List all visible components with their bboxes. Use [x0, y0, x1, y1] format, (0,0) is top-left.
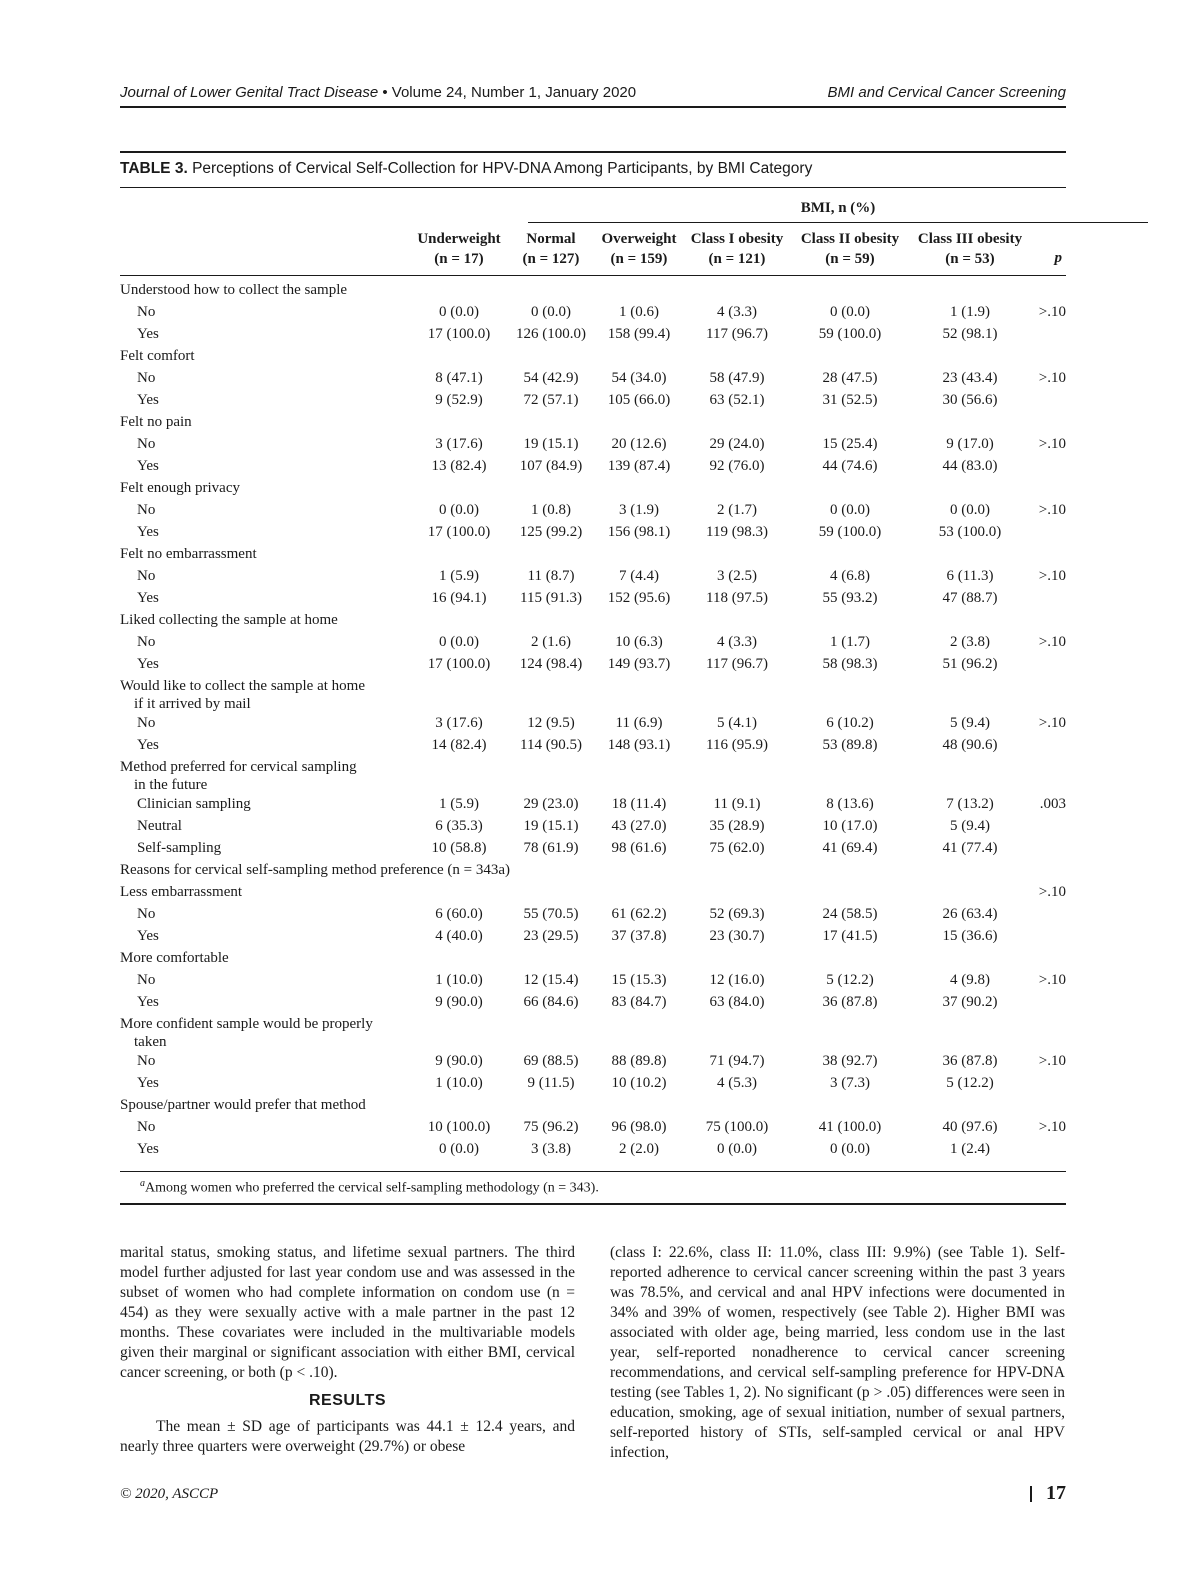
- p-value-cell: >.10: [1038, 370, 1066, 386]
- table-cell: 3 (2.5): [717, 568, 757, 584]
- page-footer: [120, 1482, 1066, 1506]
- table-cell: 30 (56.6): [942, 392, 998, 408]
- row-label: Neutral: [137, 818, 182, 834]
- table-cell: 5 (9.4): [950, 818, 990, 834]
- row-label: Felt comfort: [120, 348, 195, 364]
- table-cell: 1 (5.9): [439, 568, 479, 584]
- table-cell: 3 (17.6): [435, 715, 483, 731]
- p-value-header: p: [1054, 250, 1062, 266]
- table-cell: 3 (7.3): [830, 1075, 870, 1091]
- table-cell: 0 (0.0): [439, 634, 479, 650]
- column-header-n: (n = 127): [522, 251, 580, 267]
- table-cell: 10 (6.3): [615, 634, 663, 650]
- table-cell: 71 (94.7): [709, 1053, 765, 1069]
- table-cell: 3 (3.8): [531, 1141, 571, 1157]
- table-row: [120, 903, 1066, 925]
- table-cell: 44 (74.6): [822, 458, 878, 474]
- row-label: Yes: [137, 326, 159, 342]
- table-cell: 52 (69.3): [709, 906, 765, 922]
- table-cell: 9 (52.9): [435, 392, 483, 408]
- table-cell: 125 (99.2): [519, 524, 583, 540]
- table-cell: 0 (0.0): [830, 1141, 870, 1157]
- table-cell: 2 (1.7): [717, 502, 757, 518]
- column-header: [910, 229, 1030, 269]
- header-rule: [120, 106, 1066, 108]
- column-header-name: Underweight: [417, 231, 501, 247]
- table-cell: 17 (100.0): [427, 326, 491, 342]
- row-label: Spouse/partner would prefer that method: [120, 1097, 366, 1113]
- row-label: No: [137, 502, 156, 518]
- table-cell: 55 (70.5): [523, 906, 579, 922]
- table-row: [120, 499, 1066, 521]
- column-header-name: Class I obesity: [690, 231, 784, 247]
- column-header-name: Overweight: [601, 231, 677, 247]
- table-cell: 156 (98.1): [607, 524, 671, 540]
- table-cell: 37 (90.2): [942, 994, 998, 1010]
- row-label: Liked collecting the sample at home: [120, 612, 338, 628]
- table-row-group-header: [120, 1094, 1066, 1116]
- table-cell: 2 (3.8): [950, 634, 990, 650]
- row-label: Reasons for cervical self-sampling method preference (n = 343a): [120, 862, 510, 878]
- table-cell: 3 (17.6): [435, 436, 483, 452]
- body-column-left: [120, 1243, 575, 1457]
- table-cell: 117 (96.7): [706, 656, 768, 672]
- table-cell: 15 (15.3): [611, 972, 667, 988]
- table-cell: 23 (30.7): [709, 928, 765, 944]
- table-row-group-header: [120, 859, 1066, 881]
- table-cell: 1 (1.9): [950, 304, 990, 320]
- table-row: [120, 969, 1066, 991]
- table-row: [120, 837, 1066, 859]
- table-row: [120, 1072, 1066, 1094]
- table-cell: 158 (99.4): [607, 326, 671, 342]
- caption-rule: [120, 187, 1066, 188]
- table-cell: 63 (84.0): [709, 994, 765, 1010]
- table-cell: 10 (58.8): [431, 840, 487, 856]
- table-row-group-header: [120, 411, 1066, 433]
- results-heading: RESULTS: [309, 1392, 386, 1409]
- table-cell: 6 (60.0): [435, 906, 483, 922]
- table-cell: 88 (89.8): [611, 1053, 667, 1069]
- table-cell: 14 (82.4): [431, 737, 487, 753]
- table-cell: 63 (52.1): [709, 392, 765, 408]
- table-cell: 51 (96.2): [942, 656, 998, 672]
- table-cell: 0 (0.0): [439, 502, 479, 518]
- column-header-n: (n = 159): [610, 251, 668, 267]
- table-cell: 41 (77.4): [942, 840, 998, 856]
- table-row: [120, 521, 1066, 543]
- table-cell: 2 (1.6): [531, 634, 571, 650]
- table-cell: 59 (100.0): [818, 524, 882, 540]
- running-head-short-title: BMI and Cervical Cancer Screening: [827, 84, 1066, 101]
- page-number-value: 17: [1046, 1482, 1066, 1504]
- table-row: [120, 323, 1066, 345]
- table-cell: 4 (9.8): [950, 972, 990, 988]
- table-row-group-header: [120, 675, 1066, 712]
- table-row: [120, 367, 1066, 389]
- p-value-cell: >.10: [1038, 634, 1066, 650]
- p-value-cell: >.10: [1038, 715, 1066, 731]
- journal-name: Journal of Lower Genital Tract Disease: [120, 84, 379, 101]
- table-row-group-header: [120, 881, 1066, 903]
- p-value-cell: .003: [1039, 796, 1066, 812]
- table-cell: 105 (66.0): [607, 392, 671, 408]
- table-cell: 19 (15.1): [523, 818, 579, 834]
- table-cell: 139 (87.4): [607, 458, 671, 474]
- footnote-mark: a: [140, 1178, 145, 1189]
- table-title: Perceptions of Cervical Self-Collection for HPV-DNA Among Participants, by BMI Category: [192, 160, 813, 177]
- row-label: [120, 758, 357, 794]
- table-cell: 19 (15.1): [523, 436, 579, 452]
- table-row: [120, 389, 1066, 411]
- table-cell: 17 (100.0): [427, 656, 491, 672]
- table-cell: 28 (47.5): [822, 370, 878, 386]
- table-row: [120, 1050, 1066, 1072]
- table-cell: 9 (90.0): [435, 1053, 483, 1069]
- table-cell: 54 (42.9): [523, 370, 579, 386]
- running-head: [120, 84, 1066, 108]
- table-row: [120, 815, 1066, 837]
- table-cell: 8 (13.6): [826, 796, 874, 812]
- table-cell: 13 (82.4): [431, 458, 487, 474]
- table-top-rule: [120, 151, 1066, 153]
- table-cell: 9 (17.0): [946, 436, 994, 452]
- table-cell: 83 (84.7): [611, 994, 667, 1010]
- bmi-spanner-rule: [528, 222, 1148, 223]
- table-cell: 118 (97.5): [706, 590, 768, 606]
- table-cell: 38 (92.7): [822, 1053, 878, 1069]
- row-label: No: [137, 906, 156, 922]
- table-cell: 26 (63.4): [942, 906, 998, 922]
- row-label-continuation: in the future: [134, 777, 208, 793]
- table-row-group-header: [120, 756, 1066, 793]
- table-cell: 107 (84.9): [519, 458, 583, 474]
- table-row: [120, 433, 1066, 455]
- row-label: No: [137, 436, 156, 452]
- table-cell: 98 (61.6): [611, 840, 667, 856]
- table-cell: 4 (40.0): [435, 928, 483, 944]
- page-number-bar: [1030, 1486, 1032, 1502]
- table-body: [120, 279, 1066, 1160]
- p-value-cell: >.10: [1038, 502, 1066, 518]
- copyright-notice: © 2020, ASCCP: [120, 1486, 219, 1502]
- row-label: No: [137, 715, 156, 731]
- table-cell: 12 (9.5): [527, 715, 575, 731]
- table-cell: 16 (94.1): [431, 590, 487, 606]
- table-cell: 72 (57.1): [523, 392, 579, 408]
- table-cell: 0 (0.0): [830, 304, 870, 320]
- p-value-cell: >.10: [1038, 972, 1066, 988]
- page-number: [1030, 1482, 1066, 1505]
- results-paragraph: The mean ± SD age of participants was 44.1 ± 12.4 years, and nearly three quarters were overweight (29.7%) or obese: [120, 1418, 575, 1455]
- table-row: [120, 565, 1066, 587]
- table-row-group-header: [120, 947, 1066, 969]
- table-caption: [120, 160, 1066, 178]
- table-row-group-header: [120, 609, 1066, 631]
- table-row: [120, 734, 1066, 756]
- column-header-n: (n = 53): [945, 251, 995, 267]
- table-cell: 8 (47.1): [435, 370, 483, 386]
- table-cell: 41 (69.4): [822, 840, 878, 856]
- table-cell: 47 (88.7): [942, 590, 998, 606]
- table-cell: 12 (15.4): [523, 972, 579, 988]
- table-cell: 48 (90.6): [942, 737, 998, 753]
- table-row: [120, 1138, 1066, 1160]
- journal-page: [120, 0, 1066, 1582]
- row-label: Yes: [137, 656, 159, 672]
- table-cell: 10 (100.0): [427, 1119, 491, 1135]
- table-row-group-header: [120, 1013, 1066, 1050]
- column-header-name: Class II obesity: [800, 231, 900, 247]
- table-cell: 75 (62.0): [709, 840, 765, 856]
- table-cell: 9 (11.5): [527, 1075, 575, 1091]
- table-cell: 9 (90.0): [435, 994, 483, 1010]
- table-cell: 58 (47.9): [709, 370, 765, 386]
- table-cell: 20 (12.6): [611, 436, 667, 452]
- row-label: Yes: [137, 1075, 159, 1091]
- table-row: [120, 587, 1066, 609]
- body-column-right: [610, 1243, 1065, 1463]
- row-label: More comfortable: [120, 950, 229, 966]
- table-cell: 29 (23.0): [523, 796, 579, 812]
- row-label-line: More confident sample would be properly: [120, 1016, 373, 1032]
- table-cell: 5 (9.4): [950, 715, 990, 731]
- table-cell: 152 (95.6): [607, 590, 671, 606]
- footnote-rule: [120, 1203, 1066, 1205]
- table-cell: 15 (36.6): [942, 928, 998, 944]
- table-cell: 0 (0.0): [717, 1141, 757, 1157]
- table-cell: 2 (2.0): [619, 1141, 659, 1157]
- column-header-n: (n = 59): [825, 251, 875, 267]
- table-cell: 23 (43.4): [942, 370, 998, 386]
- table-cell: 23 (29.5): [523, 928, 579, 944]
- table-cell: 12 (16.0): [709, 972, 765, 988]
- table-cell: 1 (1.7): [830, 634, 870, 650]
- table-bottom-rule: [120, 1171, 1066, 1172]
- table-cell: 10 (17.0): [822, 818, 878, 834]
- table-cell: 53 (100.0): [938, 524, 1002, 540]
- row-label: [120, 1015, 373, 1051]
- table-cell: 1 (0.6): [619, 304, 659, 320]
- row-label: Yes: [137, 524, 159, 540]
- table-cell: 124 (98.4): [519, 656, 583, 672]
- row-label-line: Would like to collect the sample at home: [120, 678, 365, 694]
- table-cell: 36 (87.8): [822, 994, 878, 1010]
- row-label: Yes: [137, 1141, 159, 1157]
- table-cell: 4 (5.3): [717, 1075, 757, 1091]
- row-label: Yes: [137, 392, 159, 408]
- table-cell: 40 (97.6): [942, 1119, 998, 1135]
- table-cell: 0 (0.0): [439, 304, 479, 320]
- table-cell: 0 (0.0): [950, 502, 990, 518]
- table-cell: 7 (13.2): [946, 796, 994, 812]
- row-label: No: [137, 972, 156, 988]
- row-label: No: [137, 568, 156, 584]
- p-value-cell: >.10: [1038, 1053, 1066, 1069]
- row-label: Yes: [137, 994, 159, 1010]
- table-cell: 4 (3.3): [717, 634, 757, 650]
- row-label: No: [137, 304, 156, 320]
- table-cell: 43 (27.0): [611, 818, 667, 834]
- table-cell: 37 (37.8): [611, 928, 667, 944]
- table-cell: 1 (5.9): [439, 796, 479, 812]
- row-label: Self-sampling: [137, 840, 222, 856]
- table-cell: 17 (100.0): [427, 524, 491, 540]
- column-header-n: (n = 17): [434, 251, 484, 267]
- table-cell: 1 (10.0): [435, 972, 483, 988]
- table-cell: 114 (90.5): [520, 737, 582, 753]
- table-row: [120, 925, 1066, 947]
- table-cell: 69 (88.5): [523, 1053, 579, 1069]
- table-row: [120, 1116, 1066, 1138]
- p-value-cell: >.10: [1038, 884, 1066, 900]
- table-cell: 18 (11.4): [611, 796, 667, 812]
- column-headers: [120, 229, 1066, 269]
- table-cell: 61 (62.2): [611, 906, 667, 922]
- table-row: [120, 653, 1066, 675]
- table-cell: 17 (41.5): [822, 928, 878, 944]
- table-cell: 6 (11.3): [946, 568, 994, 584]
- table-cell: 0 (0.0): [830, 502, 870, 518]
- table-cell: 55 (93.2): [822, 590, 878, 606]
- column-header: [677, 229, 797, 269]
- table-row-group-header: [120, 279, 1066, 301]
- table-cell: 0 (0.0): [531, 304, 571, 320]
- row-label: No: [137, 634, 156, 650]
- table-cell: 1 (0.8): [531, 502, 571, 518]
- column-header-name: Class III obesity: [917, 231, 1023, 247]
- table-cell: 6 (35.3): [435, 818, 483, 834]
- table-cell: 126 (100.0): [516, 326, 586, 342]
- table-cell: 36 (87.8): [942, 1053, 998, 1069]
- row-label-continuation: if it arrived by mail: [134, 696, 251, 712]
- table-cell: 54 (34.0): [611, 370, 667, 386]
- row-label: Felt no pain: [120, 414, 192, 430]
- table-row: [120, 631, 1066, 653]
- row-label: Yes: [137, 737, 159, 753]
- table-cell: 10 (10.2): [611, 1075, 667, 1091]
- p-value-cell: >.10: [1038, 436, 1066, 452]
- table-cell: 41 (100.0): [818, 1119, 882, 1135]
- table-cell: 59 (100.0): [818, 326, 882, 342]
- table-row: [120, 793, 1066, 815]
- table-cell: 7 (4.4): [619, 568, 659, 584]
- column-header: [790, 229, 910, 269]
- table-cell: 52 (98.1): [942, 326, 998, 342]
- methods-paragraph: marital status, smoking status, and lifetime sexual partners. The third model further adjusted for last year condom use and was assessed in the subset of women who had complete information on condom use (n = 454) as they were sexually active with a male partner in the past 12 months. These covariates were included in the multivariable models given their marginal or significant association with either BMI, cervical cancer screening, or both (p < .10).: [120, 1244, 575, 1381]
- table-cell: 5 (12.2): [826, 972, 874, 988]
- table-row: [120, 991, 1066, 1013]
- p-value-cell: >.10: [1038, 304, 1066, 320]
- table-cell: 44 (83.0): [942, 458, 998, 474]
- table-cell: 6 (10.2): [826, 715, 874, 731]
- table-cell: 11 (6.9): [615, 715, 663, 731]
- row-label: No: [137, 1119, 156, 1135]
- p-value-cell: >.10: [1038, 568, 1066, 584]
- table-cell: 149 (93.7): [607, 656, 671, 672]
- row-label: Yes: [137, 928, 159, 944]
- table-row-group-header: [120, 345, 1066, 367]
- table-cell: 11 (8.7): [527, 568, 575, 584]
- p-value-cell: >.10: [1038, 1119, 1066, 1135]
- table-cell: 11 (9.1): [713, 796, 761, 812]
- table-cell: 29 (24.0): [709, 436, 765, 452]
- table-footnote: [140, 1178, 599, 1197]
- row-label: Felt no embarrassment: [120, 546, 257, 562]
- table-cell: 119 (98.3): [706, 524, 768, 540]
- table-row-group-header: [120, 477, 1066, 499]
- table-cell: 1 (10.0): [435, 1075, 483, 1091]
- table-cell: 96 (98.0): [611, 1119, 667, 1135]
- table-cell: 115 (91.3): [520, 590, 582, 606]
- results-continued-paragraph: (class I: 22.6%, class II: 11.0%, class III: 9.9%) (see Table 1). Self-reported adherence to cervical cancer screening within the past 3 years was 78.5%, and cervical and anal HPV infections were documented in 34% and 39% of women, respectively (see Table 2). Higher BMI was associated with older age, being married, less condom use in the last year, self-reported nonadherence to cervical cancer screening recommendations, and cervical self-sampling preference for HPV-DNA testing (see Tables 1, 2). No significant (p > .05) differences were seen in education, smoking, age of sexual initiation, number of sexual partners, self-reported history of STIs, self-sampled cervical or anal HPV infection,: [610, 1244, 1065, 1461]
- table-label: TABLE 3.: [120, 160, 188, 177]
- table-cell: 78 (61.9): [523, 840, 579, 856]
- table-cell: 15 (25.4): [822, 436, 878, 452]
- row-label: Clinician sampling: [137, 796, 251, 812]
- table-cell: 116 (95.9): [706, 737, 768, 753]
- table-row: [120, 455, 1066, 477]
- table-cell: 75 (96.2): [523, 1119, 579, 1135]
- column-header-n: (n = 121): [708, 251, 766, 267]
- row-label-continuation: taken: [134, 1034, 167, 1050]
- column-header-name: Normal: [526, 231, 576, 247]
- table-cell: 31 (52.5): [822, 392, 878, 408]
- row-label: Felt enough privacy: [120, 480, 240, 496]
- table-cell: 53 (89.8): [822, 737, 878, 753]
- table-cell: 3 (1.9): [619, 502, 659, 518]
- table-cell: 92 (76.0): [709, 458, 765, 474]
- table-cell: 5 (4.1): [717, 715, 757, 731]
- row-label: No: [137, 370, 156, 386]
- table-cell: 117 (96.7): [706, 326, 768, 342]
- table-cell: 0 (0.0): [439, 1141, 479, 1157]
- bullet-separator: •: [382, 84, 388, 101]
- table-cell: 4 (6.8): [830, 568, 870, 584]
- table-cell: 5 (12.2): [946, 1075, 994, 1091]
- column-header-rule: [120, 275, 1066, 276]
- row-label: [120, 677, 365, 713]
- volume-info: Volume 24, Number 1, January 2020: [391, 84, 637, 101]
- row-label: Yes: [137, 458, 159, 474]
- row-label: Less embarrassment: [120, 884, 243, 900]
- table-cell: 58 (98.3): [822, 656, 878, 672]
- table-cell: 66 (84.6): [523, 994, 579, 1010]
- row-label-line: Method preferred for cervical sampling: [120, 759, 357, 775]
- running-head-left: [120, 84, 636, 101]
- table-row: [120, 712, 1066, 734]
- table-cell: 1 (2.4): [950, 1141, 990, 1157]
- table-cell: 148 (93.1): [607, 737, 671, 753]
- table-cell: 35 (28.9): [709, 818, 765, 834]
- table-row-group-header: [120, 543, 1066, 565]
- row-label: Understood how to collect the sample: [120, 282, 348, 298]
- footnote-text: Among women who preferred the cervical self-sampling methodology (n = 343).: [145, 1180, 599, 1196]
- table-cell: 75 (100.0): [705, 1119, 769, 1135]
- bmi-spanner-header: BMI, n (%): [800, 200, 876, 216]
- table-cell: 4 (3.3): [717, 304, 757, 320]
- table-cell: 24 (58.5): [822, 906, 878, 922]
- row-label: No: [137, 1053, 156, 1069]
- table-row: [120, 301, 1066, 323]
- row-label: Yes: [137, 590, 159, 606]
